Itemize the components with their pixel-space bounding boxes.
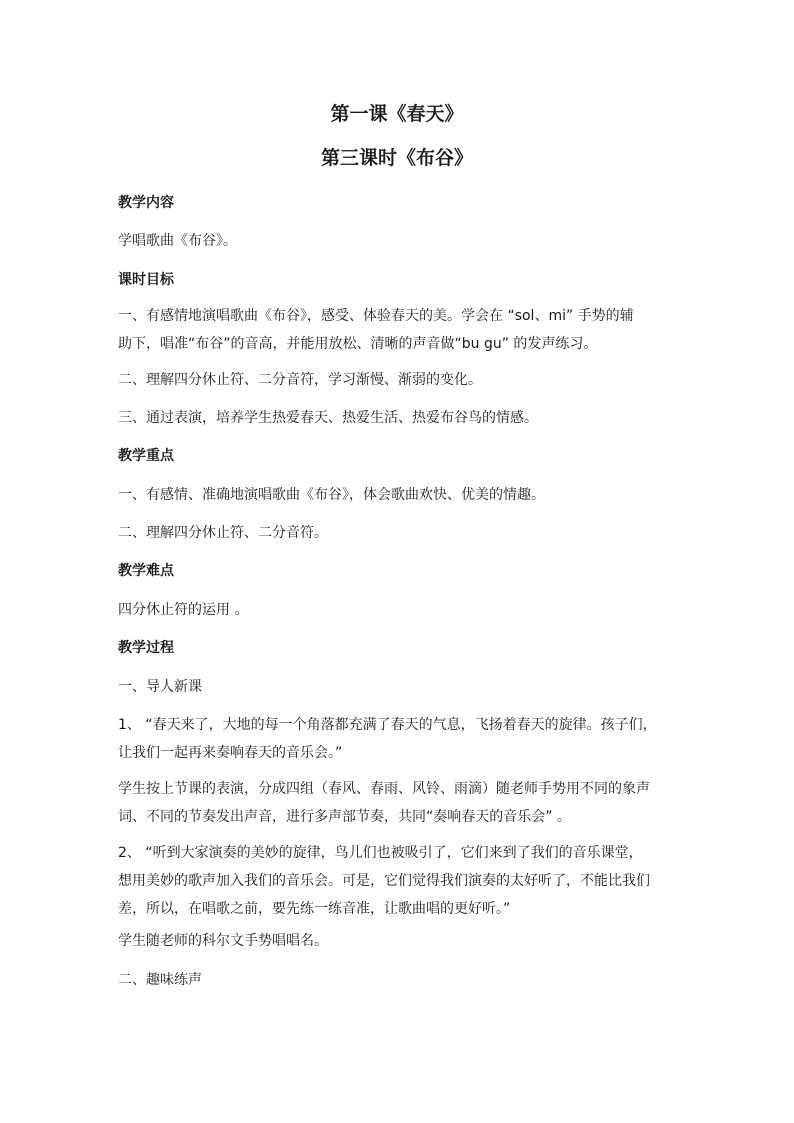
text-line: 二、趣味练声 [118,972,202,988]
text-line: 教学内容 [118,195,174,211]
section-heading [118,557,684,585]
text-line: 二、理解四分休止符、二分音符。 [118,525,328,541]
text-line: 教学重点 [118,448,174,464]
paragraph [118,596,684,624]
text-line: 学生随老师的科尔文手势唱唱名。 [118,933,328,949]
text-line: 想用美妙的歌声加入我们的音乐会。可是，它们觉得我们演奏的太好听了，不能比我们 [118,873,650,889]
text-line: 一、有感情、准确地演唱歌曲《布谷》，体会歌曲欢快、优美的情趣。 [118,487,545,503]
text-line: 让我们一起再来奏响春天的音乐会。” [118,745,343,761]
section-heading [118,189,684,217]
paragraph [118,711,684,767]
paragraph [118,519,684,547]
text-line: 三、通过表演，培养学生热爱春天、热爱生活、热爱布谷鸟的情感。 [118,410,538,426]
text-line: 2、 “听到大家演奏的美妙的旋律，鸟儿们也被吸引了，它们来到了我们的音乐课堂， [118,845,643,861]
text-line: 学生按上节课的表演，分成四组（春风、春雨、风铃、雨滴）随老师手势用不同的象声 [118,781,650,797]
text-line: 四分休止符的运用 。 [118,602,249,618]
paragraph [118,775,684,831]
lesson-subtitle: 第三课时《布谷》 [320,147,473,169]
section-heading [118,634,684,662]
paragraph [118,302,684,358]
text-line: 教学难点 [118,563,174,579]
document-title: 第一课《春天》 [330,103,464,125]
text-line: 二、理解四分休止符、二分音符，学习渐慢、渐弱的变化。 [118,372,482,388]
paragraph [118,927,684,955]
text-line: 课时目标 [118,272,174,288]
paragraph [118,366,684,394]
text-line: 学唱歌曲《布谷》。 [118,233,237,249]
section-heading [118,266,684,294]
text-line: 教学过程 [118,640,174,656]
text-line: 助下，唱准“布谷”的音高，并能用放松、清晰的声音做“bu gu” 的发声练习。 [118,336,598,352]
paragraph [118,404,684,432]
paragraph [118,227,684,255]
text-line: 词、不同的节奏发出声音，进行多声部节奏，共同“奏响春天的音乐会” 。 [118,809,571,825]
text-line: 差，所以，在唱歌之前，要先练一练音准，让歌曲唱的更好听。” [118,901,511,917]
paragraph [118,966,684,994]
text-line: 一、导人新课 [118,679,202,695]
paragraph [118,673,684,701]
paragraph [118,839,684,923]
text-line: 一、有感情地演唱歌曲《布谷》，感受、体验春天的美。学会在 “sol、mi” 手势的辅 [118,308,634,324]
text-line: 1、 “春天来了，大地的每一个角落都充满了春天的气息，飞扬着春天的旋律。孩子们， [118,717,657,733]
section-heading [118,442,684,470]
paragraph [118,481,684,509]
